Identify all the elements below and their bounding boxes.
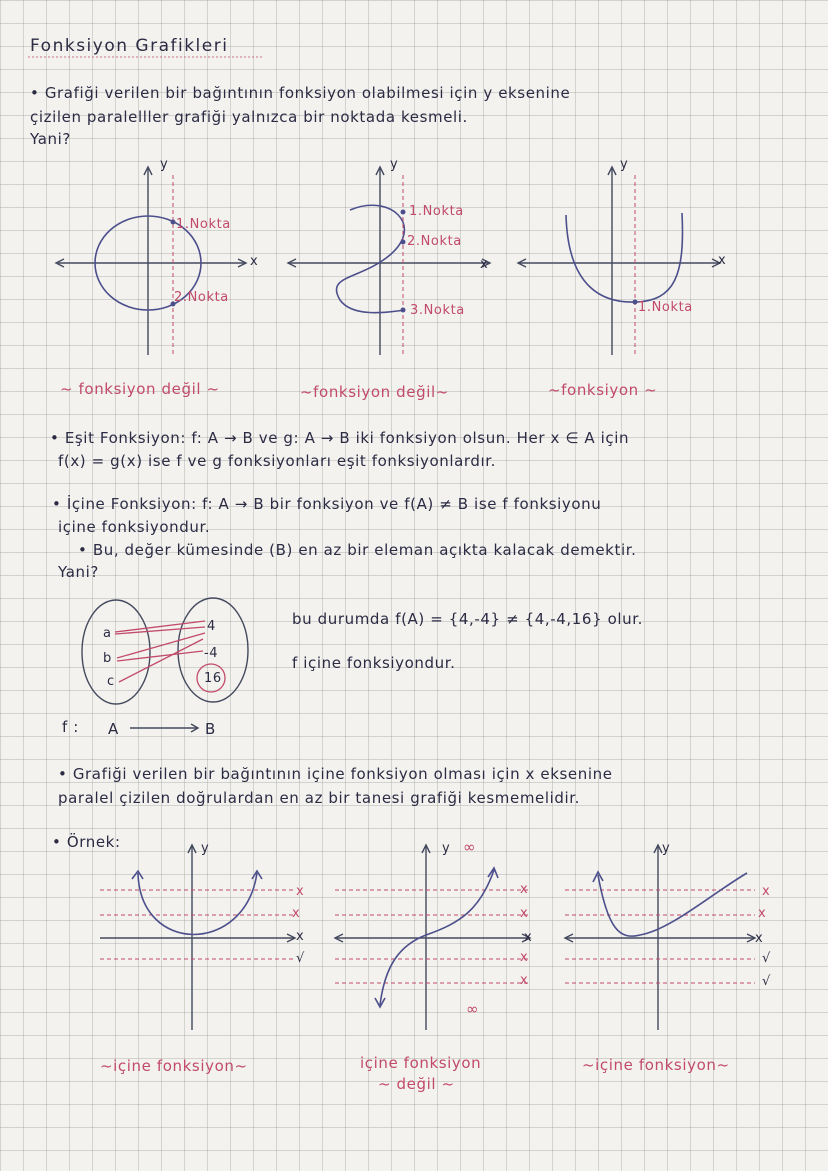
set-b-element: -4 [204, 646, 219, 661]
text-line: Yani? [30, 130, 71, 148]
graph-u-curve [510, 155, 730, 370]
caption: ~içine fonksiyon~ [582, 1056, 730, 1074]
cross-mark: x [296, 884, 305, 899]
text-line: • Grafiği verilen bir bağıntının fonksiyon olabilmesi için y eksenine [30, 84, 571, 102]
axis-x-label: x [718, 253, 727, 268]
point-label: 1.Nokta [638, 300, 693, 315]
set-a-element: b [103, 651, 112, 666]
set-b-label: B [205, 720, 216, 738]
check-mark: √ [762, 951, 771, 966]
caption: ~fonksiyon ~ [548, 381, 658, 399]
set-b-element: 16 [204, 671, 222, 686]
point-label: 3.Nokta [410, 303, 465, 318]
caption: ~fonksiyon değil~ [300, 383, 449, 401]
axis-y-label: y [390, 157, 399, 172]
axis-x-label: x [755, 931, 764, 946]
mapping-arrow [125, 720, 205, 736]
graph-parabola [95, 835, 315, 1035]
text-line: f(x) = g(x) ise f ve g fonksiyonları eşit fonksiyonlardır. [58, 452, 497, 470]
axis-y-label: y [160, 157, 169, 172]
cross-mark: x [758, 906, 767, 921]
caption: ~ değil ~ [378, 1075, 455, 1093]
cross-mark: x [520, 882, 529, 897]
set-a-element: a [103, 626, 112, 641]
point-label: 1.Nokta [176, 217, 231, 232]
text-line: bu durumda f(A) = {4,-4} ≠ {4,-4,16} olur. [292, 610, 643, 628]
axis-x-label: x [250, 254, 259, 269]
set-b-element: 4 [207, 619, 216, 634]
graph-curve [560, 835, 780, 1035]
text-line: f içine fonksiyondur. [292, 654, 456, 672]
text-line: • Grafiği verilen bir bağıntının içine fonksiyon olması için x eksenine [58, 765, 613, 783]
cross-mark: x [520, 950, 529, 965]
graph-circle [50, 155, 270, 370]
infinity-top: ∞ [463, 838, 477, 856]
check-mark: √ [762, 974, 771, 989]
caption: içine fonksiyon [360, 1054, 482, 1072]
cross-mark: x [520, 973, 529, 988]
text-line: • İçine Fonksiyon: f: A → B bir fonksiyon ve f(A) ≠ B ise f fonksiyonu [52, 495, 602, 513]
point-label: 2.Nokta [174, 290, 229, 305]
graph-s-curve [280, 155, 500, 370]
text-line: Yani? [58, 563, 99, 581]
graph-cubic [330, 835, 550, 1035]
axis-y-label: y [201, 841, 210, 856]
point-label: 1.Nokta [409, 204, 464, 219]
cross-mark: x [292, 906, 301, 921]
venn-diagram [75, 595, 255, 720]
example-label: • Örnek: [52, 833, 121, 851]
text-line: • Eşit Fonksiyon: f: A → B ve g: A → B iki fonksiyon olsun. Her x ∈ A için [50, 429, 630, 447]
set-a-element: c [107, 674, 115, 689]
set-a-label: A [108, 720, 119, 738]
infinity-bottom: ∞ [466, 1000, 480, 1018]
text-line: içine fonksiyondur. [58, 518, 211, 536]
axis-y-label: y [662, 841, 671, 856]
text-line: çizilen paralelller grafiği yalnızca bir noktada kesmeli. [30, 108, 468, 126]
function-label: f : [62, 718, 79, 736]
axis-x-label: x [296, 929, 305, 944]
caption: ~ fonksiyon değil ~ [60, 380, 220, 398]
axis-x-label: x [480, 257, 489, 272]
cross-mark: x [762, 884, 771, 899]
axis-x-label: x [524, 930, 533, 945]
text-line: • Bu, değer kümesinde (B) en az bir eleman açıkta kalacak demektir. [78, 541, 637, 559]
title-underline [0, 0, 828, 60]
check-mark: √ [296, 951, 305, 966]
axis-y-label: y [620, 157, 629, 172]
cross-mark: x [520, 906, 529, 921]
point-label: 2.Nokta [407, 234, 462, 249]
text-line: paralel çizilen doğrulardan en az bir tanesi grafiği kesmemelidir. [58, 789, 581, 807]
caption: ~içine fonksiyon~ [100, 1057, 248, 1075]
page-title: Fonksiyon Grafikleri [30, 36, 229, 56]
axis-y-label: y [442, 841, 451, 856]
